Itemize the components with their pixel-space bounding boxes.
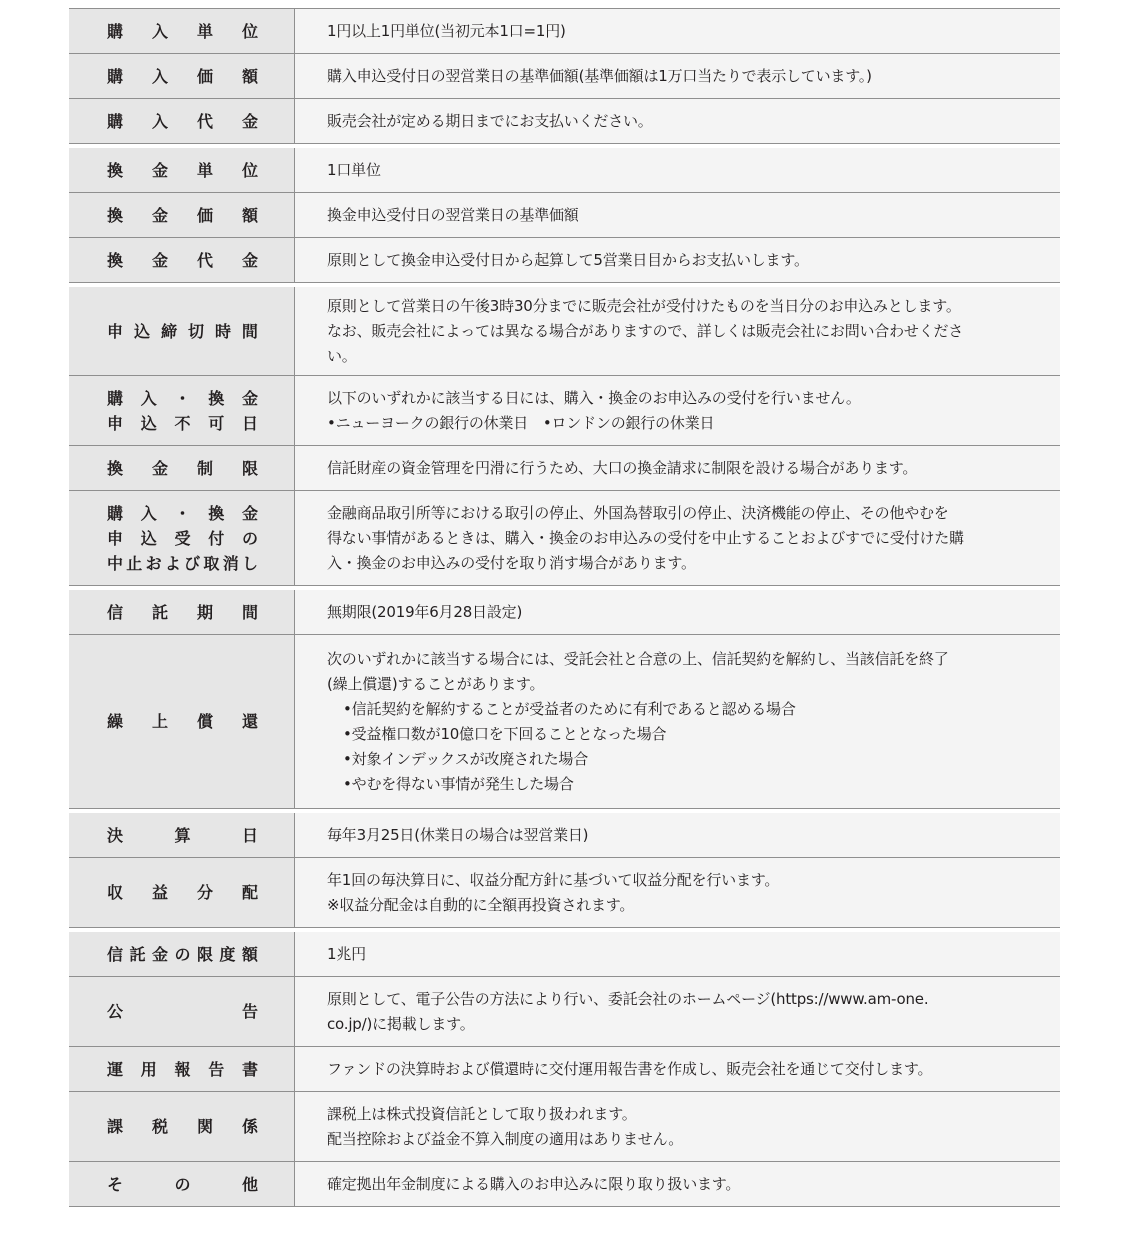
row-content-line: なお、販売会社によっては異なる場合がありますので、詳しくは販売会社にお問い合わせくださ: [327, 321, 964, 340]
row-label: [69, 148, 295, 192]
row-label-line: 換 金 制 限: [107, 458, 258, 478]
row-label-line: そ の 他: [107, 1174, 258, 1194]
row-content: [295, 99, 1060, 143]
table-row: [69, 1046, 1060, 1091]
row-content: [295, 635, 1060, 808]
row-label: [69, 977, 295, 1046]
row-content-line: 購入申込受付日の翌営業日の基準価額(基準価額は1万口当たりで表示しています。): [327, 66, 872, 85]
row-content: [295, 1092, 1060, 1161]
row-label: [69, 287, 295, 375]
row-label-line: 購 入 ・ 換 金: [107, 503, 258, 523]
table-section: [69, 590, 1060, 809]
row-content-line: 確定拠出年金制度による購入のお申込みに限り取り扱います。: [327, 1174, 741, 1193]
row-content-line: •受益権口数が10億口を下回ることとなった場合: [343, 724, 667, 743]
row-content: [295, 9, 1060, 53]
row-content-line: •やむを得ない事情が発生した場合: [343, 774, 574, 793]
row-label-line: 換 金 単 位: [107, 160, 258, 180]
row-content-line: 原則として換金申込受付日から起算して5営業日目からお支払いします。: [327, 250, 809, 269]
row-label: [69, 446, 295, 490]
table-row: [69, 148, 1060, 192]
row-label: [69, 238, 295, 282]
row-label-line: 信 託 期 間: [107, 602, 258, 622]
fund-info-table: [69, 8, 1060, 1207]
row-label-line: 信 託 金 の 限 度 額: [107, 944, 258, 964]
row-label-line: 購 入 価 額: [107, 66, 258, 86]
table-row: [69, 590, 1060, 634]
row-content: [295, 287, 1060, 375]
row-content-line: 1口単位: [327, 160, 381, 179]
row-label-line: 中 止 お よ び 取 消 し: [107, 553, 258, 573]
row-content-line: 入・換金のお申込みの受付を取り消す場合があります。: [327, 553, 696, 572]
row-content-line: (繰上償還)することがあります。: [327, 674, 545, 693]
table-row: [69, 98, 1060, 143]
row-label: [69, 858, 295, 927]
row-label: [69, 932, 295, 976]
table-row: [69, 813, 1060, 857]
table-row: [69, 932, 1060, 976]
row-content-line: co.jp/)に掲載します。: [327, 1014, 475, 1033]
row-label: [69, 376, 295, 445]
row-content: [295, 491, 1060, 585]
row-label-line: 換 金 代 金: [107, 250, 258, 270]
row-content-line: •信託契約を解約することが受益者のために有利であると認める場合: [343, 699, 796, 718]
row-content-line: 1円以上1円単位(当初元本1口=1円): [327, 21, 566, 40]
row-content: [295, 1162, 1060, 1206]
row-label: [69, 9, 295, 53]
row-label-line: 購 入 代 金: [107, 111, 258, 131]
row-content: [295, 446, 1060, 490]
row-label: [69, 54, 295, 98]
row-label-line: 申 込 締 切 時 間: [107, 321, 258, 341]
row-content: [295, 376, 1060, 445]
row-label-line: 運 用 報 告 書: [107, 1059, 258, 1079]
row-label: [69, 1092, 295, 1161]
table-row: [69, 490, 1060, 585]
row-content-line: •ニューヨークの銀行の休業日 •ロンドンの銀行の休業日: [327, 413, 715, 432]
row-label: [69, 1162, 295, 1206]
row-content: [295, 813, 1060, 857]
table-row: [69, 445, 1060, 490]
row-content: [295, 858, 1060, 927]
table-row: [69, 375, 1060, 445]
row-content-line: •対象インデックスが改廃された場合: [343, 749, 588, 768]
row-content-line: 配当控除および益金不算入制度の適用はありません。: [327, 1129, 684, 1148]
row-label: [69, 813, 295, 857]
row-content: [295, 590, 1060, 634]
row-content: [295, 148, 1060, 192]
row-content-line: 得ない事情があるときは、購入・換金のお申込みの受付を中止することおよびすでに受付けた購: [327, 528, 964, 547]
row-label-line: 申 込 受 付 の: [107, 528, 258, 548]
row-content: [295, 977, 1060, 1046]
table-section: [69, 9, 1060, 144]
table-row: [69, 1091, 1060, 1161]
table-section: [69, 287, 1060, 586]
row-label-line: 収 益 分 配: [107, 883, 258, 902]
row-content-line: 年1回の毎決算日に、収益分配方針に基づいて収益分配を行います。: [327, 870, 780, 889]
table-row: [69, 53, 1060, 98]
row-content: [295, 193, 1060, 237]
table-row: [69, 287, 1060, 375]
row-content-line: 信託財産の資金管理を円滑に行うため、大口の換金請求に制限を設ける場合があります。: [327, 458, 918, 477]
row-label: [69, 99, 295, 143]
table-row: [69, 857, 1060, 927]
table-section: [69, 148, 1060, 283]
row-label-line: 決 算 日: [107, 825, 258, 845]
table-row: [69, 192, 1060, 237]
table-row: [69, 9, 1060, 53]
row-label: [69, 635, 295, 808]
row-label-line: 購 入 ・ 換 金: [107, 388, 258, 408]
row-label: [69, 193, 295, 237]
table-row: [69, 1161, 1060, 1206]
table-row: [69, 237, 1060, 282]
row-label: [69, 1047, 295, 1091]
row-content-line: 課税上は株式投資信託として取り扱われます。: [327, 1104, 637, 1123]
row-label-line: 繰 上 償 還: [107, 712, 258, 731]
row-content-line: ファンドの決算時および償還時に交付運用報告書を作成し、販売会社を通じて交付します。: [327, 1059, 933, 1078]
table-row: [69, 976, 1060, 1046]
row-content-line: い。: [327, 346, 357, 365]
table-section: [69, 813, 1060, 928]
row-content-line: 無期限(2019年6月28日設定): [327, 602, 523, 621]
row-content-line: 1兆円: [327, 944, 366, 963]
row-label-line: 公 告: [107, 1002, 258, 1021]
row-content: [295, 238, 1060, 282]
row-content-line: 金融商品取引所等における取引の停止、外国為替取引の停止、決済機能の停止、その他やむを: [327, 503, 949, 522]
row-label-line: 換 金 価 額: [107, 205, 258, 225]
table-row: [69, 634, 1060, 808]
row-content-line: 次のいずれかに該当する場合には、受託会社と合意の上、信託契約を解約し、当該信託を終了: [327, 649, 949, 668]
row-content-line: 毎年3月25日(休業日の場合は翌営業日): [327, 825, 589, 844]
row-content-line: 販売会社が定める期日までにお支払いください。: [327, 111, 653, 130]
row-content: [295, 932, 1060, 976]
row-content-line: 換金申込受付日の翌営業日の基準価額: [327, 205, 579, 224]
row-label-line: 購 入 単 位: [107, 21, 258, 41]
row-content-line: 原則として、電子公告の方法により行い、委託会社のホームページ(https://www.am-one.: [327, 989, 929, 1008]
row-content: [295, 1047, 1060, 1091]
row-label: [69, 491, 295, 585]
row-label: [69, 590, 295, 634]
row-content: [295, 54, 1060, 98]
table-section: [69, 932, 1060, 1207]
row-content-line: ※収益分配金は自動的に全額再投資されます。: [327, 895, 635, 914]
row-label-line: 申 込 不 可 日: [107, 413, 258, 433]
row-content-line: 以下のいずれかに該当する日には、購入・換金のお申込みの受付を行いません。: [327, 388, 861, 407]
row-label-line: 課 税 関 係: [107, 1117, 258, 1136]
row-content-line: 原則として営業日の午後3時30分までに販売会社が受付けたものを当日分のお申込みとします。: [327, 296, 961, 315]
